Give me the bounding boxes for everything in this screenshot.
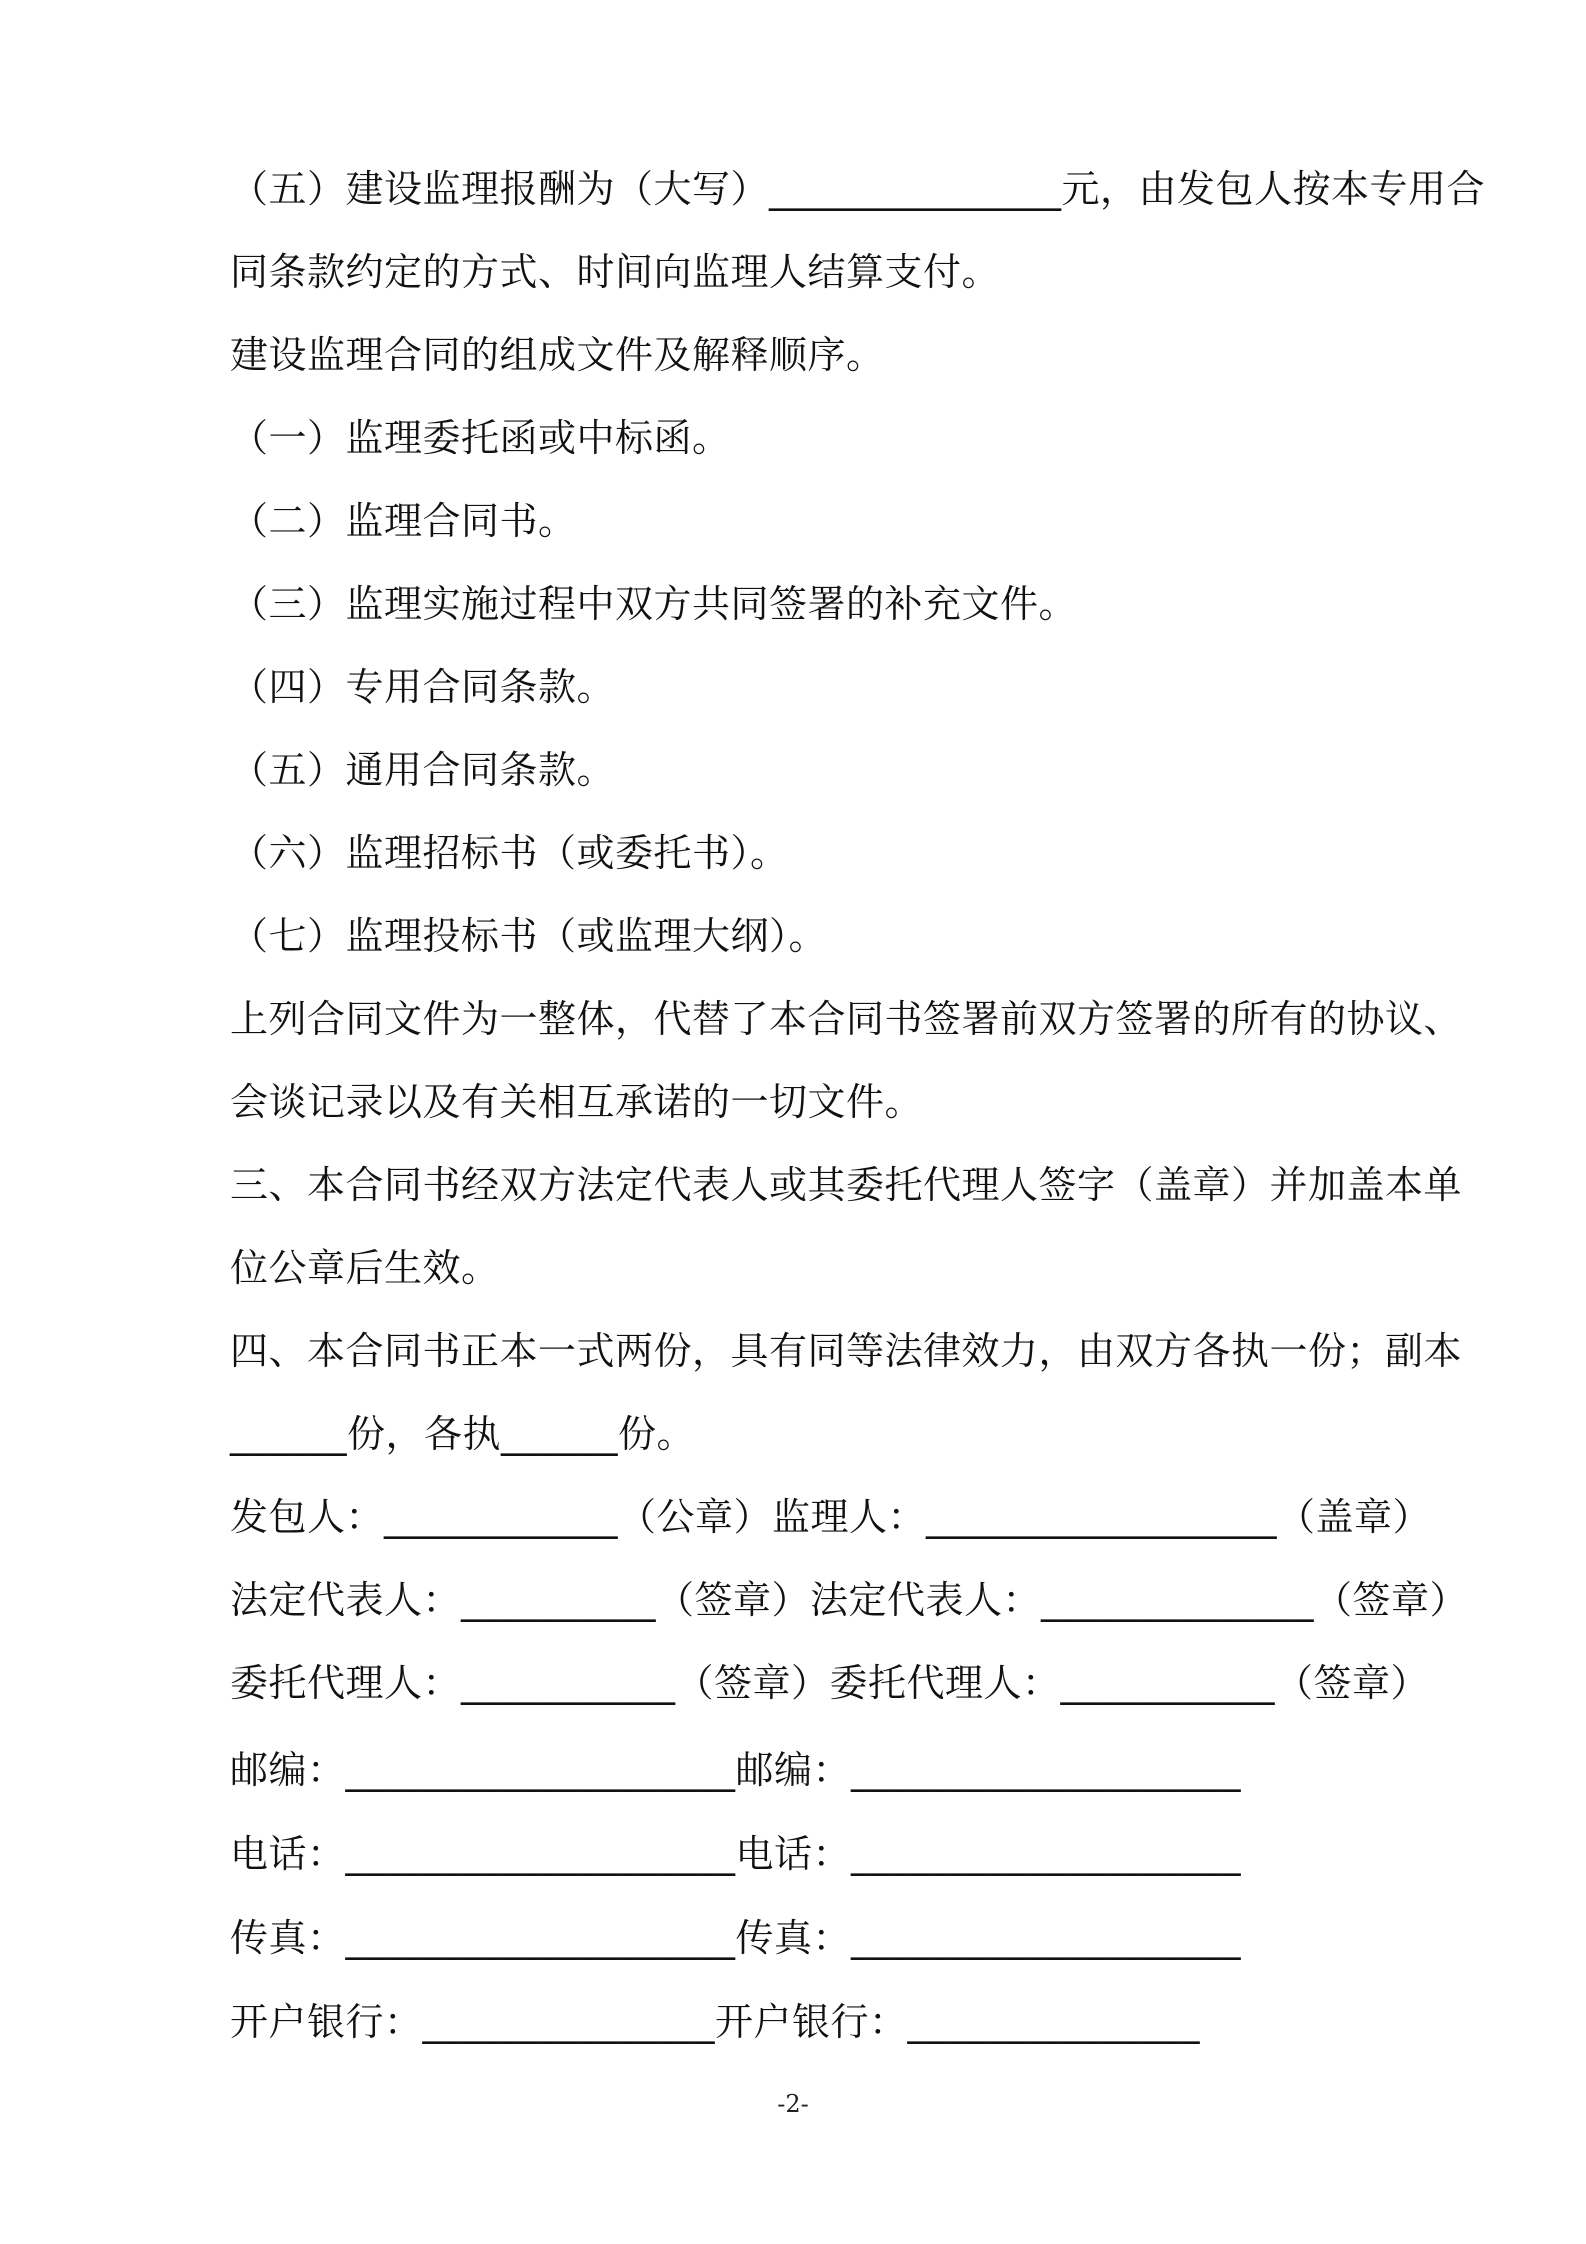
document-item-1: （一）监理委托函或中标函。 xyxy=(230,416,731,460)
document-item-6: （六）监理招标书（或委托书）。 xyxy=(230,831,789,875)
document-item-4: （四）专用合同条款。 xyxy=(230,665,616,709)
bank-line: 开户银行：_______________开户银行：_______________ xyxy=(230,2000,1201,2044)
clause-5-remuneration: （五）建设监理报酬为（大写）_______________元，由发包人按本专用合 xyxy=(230,167,1486,211)
article-4: 四、本合同书正本一式两份，具有同等法律效力，由双方各执一份；副本 xyxy=(230,1329,1463,1373)
document-item-2: （二）监理合同书。 xyxy=(230,499,577,543)
documents-whole-statement-cont: 会谈记录以及有关相互承诺的一切文件。 xyxy=(230,1080,924,1124)
fax-line: 传真：____________________传真：____________________ xyxy=(230,1916,1242,1960)
documents-whole-statement: 上列合同文件为一整体，代替了本合同书签署前双方签署的所有的协议、 xyxy=(230,997,1463,1041)
page-number: -2- xyxy=(777,2090,809,2118)
signature-legal-rep-line: 法定代表人：__________（签章）法定代表人：______________（签章） xyxy=(230,1578,1469,1622)
documents-order-heading: 建设监理合同的组成文件及解释顺序。 xyxy=(230,333,885,377)
document-item-5: （五）通用合同条款。 xyxy=(230,748,616,792)
signature-agent-line: 委托代理人：___________（签章）委托代理人：___________（签章） xyxy=(230,1661,1430,1705)
article-3-cont: 位公章后生效。 xyxy=(230,1246,500,1290)
postcode-line: 邮编：____________________邮编：____________________ xyxy=(230,1748,1242,1792)
clause-5-remuneration-cont: 同条款约定的方式、时间向监理人结算支付。 xyxy=(230,250,1001,294)
signature-parties-line: 发包人：____________（公章）监理人：__________________（盖章） xyxy=(230,1495,1432,1539)
document-item-7: （七）监理投标书（或监理大纲）。 xyxy=(230,914,828,958)
document-item-3: （三）监理实施过程中双方共同签署的补充文件。 xyxy=(230,582,1078,626)
phone-line: 电话：____________________电话：____________________ xyxy=(230,1832,1242,1876)
article-3: 三、本合同书经双方法定代表人或其委托代理人签字（盖章）并加盖本单 xyxy=(230,1163,1463,1207)
article-4-cont: ______份，各执______份。 xyxy=(230,1412,696,1456)
